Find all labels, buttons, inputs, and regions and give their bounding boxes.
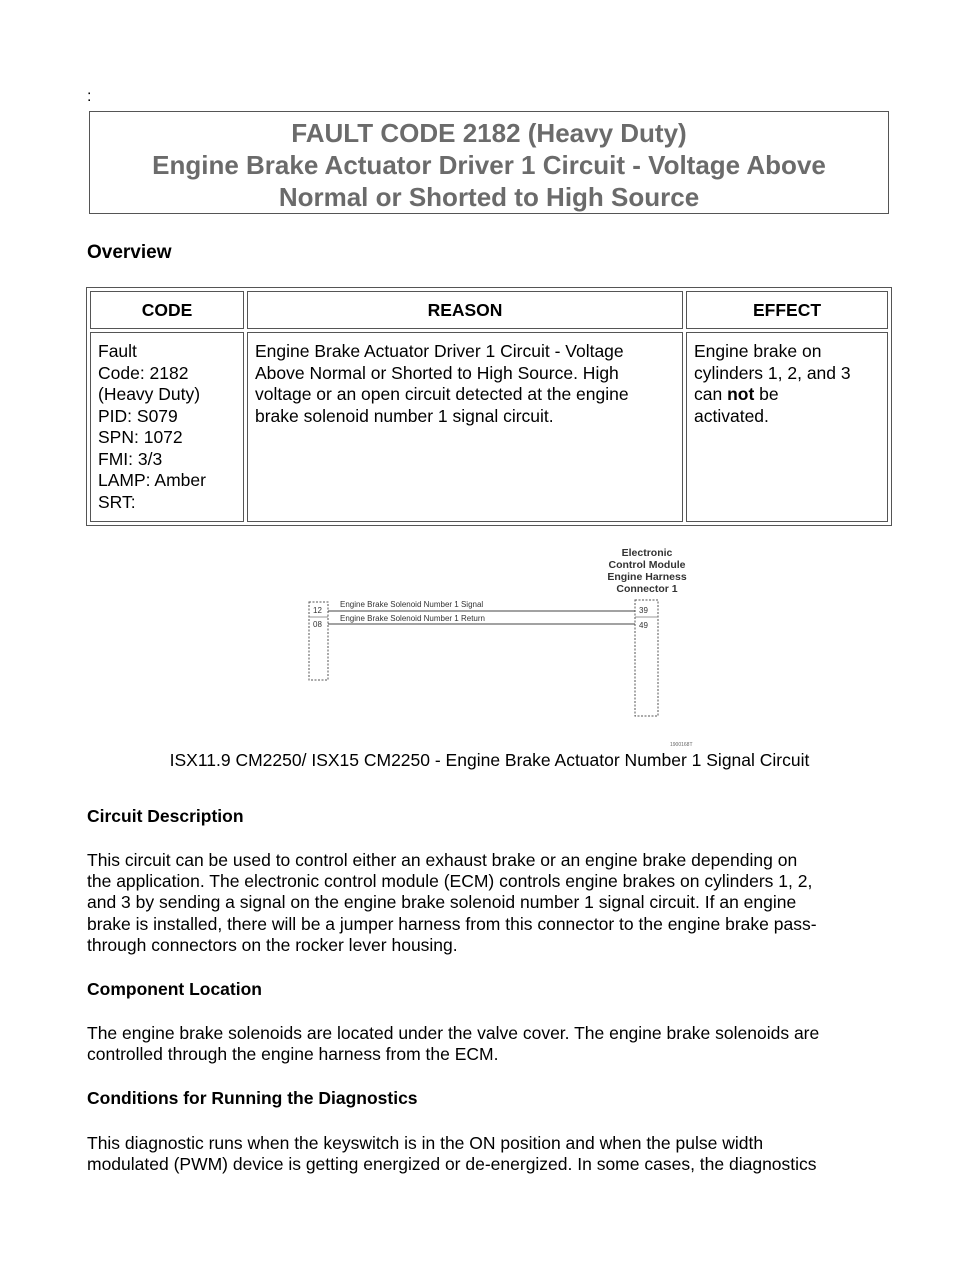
effect-line: Engine brake on xyxy=(694,341,822,361)
ecm-connector-1 xyxy=(635,600,658,716)
diagram-caption: ISX11.9 CM2250/ ISX15 CM2250 - Engine Brake Actuator Number 1 Signal Circuit xyxy=(169,750,810,770)
effect-can: can xyxy=(694,384,728,404)
para-line: and 3 by sending a signal on the engine brake solenoid number 1 signal circuit. If an engine xyxy=(87,892,797,913)
para-line: brake is installed, there will be a jumper harness from this connector to the engine brake pass- xyxy=(87,913,817,934)
header-effect: EFFECT xyxy=(686,291,888,329)
signal-wire-label: Engine Brake Solenoid Number 1 Signal xyxy=(340,600,484,609)
para-line: through connectors on the rocker lever housing. xyxy=(87,934,458,955)
overview-heading: Overview xyxy=(87,242,172,263)
para-line: This circuit can be used to control either an exhaust brake or an engine brake depending on xyxy=(87,850,798,870)
left-pin-12: 12 xyxy=(313,606,322,615)
return-wire-label: Engine Brake Solenoid Number 1 Return xyxy=(340,614,485,623)
effect-not-emphasis: not xyxy=(727,384,755,404)
effect-cell xyxy=(686,332,888,522)
reason-line: Engine Brake Actuator Driver 1 Circuit - Voltage xyxy=(255,341,624,361)
para-line: modulated (PWM) device is getting energized or de-energized. In some cases, the diagnostics xyxy=(87,1154,817,1175)
reason-cell xyxy=(247,332,683,522)
ecm-label-line-2: Control Module xyxy=(608,559,686,571)
right-pin-49: 49 xyxy=(639,621,648,630)
header-reason: REASON xyxy=(247,291,683,329)
code-line: (Heavy Duty) xyxy=(98,384,201,404)
code-line: SPN: 1072 xyxy=(98,427,183,447)
component-location-text xyxy=(87,1023,897,1065)
fault-overview-table xyxy=(86,287,892,526)
circuit-description-text xyxy=(87,850,897,956)
ecm-label-line-4: Connector 1 xyxy=(616,583,678,595)
right-pin-39: 39 xyxy=(639,606,648,615)
header-code: CODE xyxy=(90,291,244,329)
reason-line: brake solenoid number 1 signal circuit. xyxy=(255,405,554,426)
effect-line: cylinders 1, 2, and 3 xyxy=(694,362,851,383)
reason-line: voltage or an open circuit detected at the engine xyxy=(255,384,629,404)
left-pin-08: 08 xyxy=(313,620,322,629)
para-line: This diagnostic runs when the keyswitch is in the ON position and when the pulse width xyxy=(87,1133,764,1153)
code-line: SRT: xyxy=(98,491,136,512)
ecm-label-line-1: Electronic xyxy=(621,547,673,559)
para-line: The engine brake solenoids are located under the valve cover. The engine brake solenoids are xyxy=(87,1023,820,1043)
fault-title-box xyxy=(89,111,889,214)
circuit-description-heading: Circuit Description xyxy=(87,806,244,826)
title-line-1: FAULT CODE 2182 (Heavy Duty) xyxy=(291,118,687,148)
title-line-2: Engine Brake Actuator Driver 1 Circuit - Voltage Above xyxy=(152,150,826,180)
component-location-heading: Component Location xyxy=(87,979,262,999)
effect-line xyxy=(694,384,880,406)
code-line: PID: S079 xyxy=(98,405,178,426)
code-line: FMI: 3/3 xyxy=(98,448,163,469)
code-line: Code: 2182 xyxy=(98,362,189,383)
para-line: the application. The electronic control module (ECM) controls engine brakes on cylinders 1, 2, xyxy=(87,871,813,892)
wiring-diagram xyxy=(300,540,720,750)
ecm-label-line-3: Engine Harness xyxy=(607,571,687,583)
para-line: controlled through the engine harness from the ECM. xyxy=(87,1044,499,1065)
code-line: LAMP: Amber xyxy=(98,470,206,490)
reason-line: Above Normal or Shorted to High Source. High xyxy=(255,362,619,383)
code-line: Fault xyxy=(98,341,137,361)
conditions-text xyxy=(87,1133,897,1175)
effect-line: activated. xyxy=(694,405,769,426)
conditions-heading: Conditions for Running the Diagnostics xyxy=(87,1088,418,1108)
effect-be: be xyxy=(754,384,779,404)
figure-id: 1900168T xyxy=(670,742,693,748)
code-cell xyxy=(90,332,244,522)
title-line-3: Normal or Shorted to High Source xyxy=(278,182,700,212)
page-colon: : xyxy=(87,88,92,105)
